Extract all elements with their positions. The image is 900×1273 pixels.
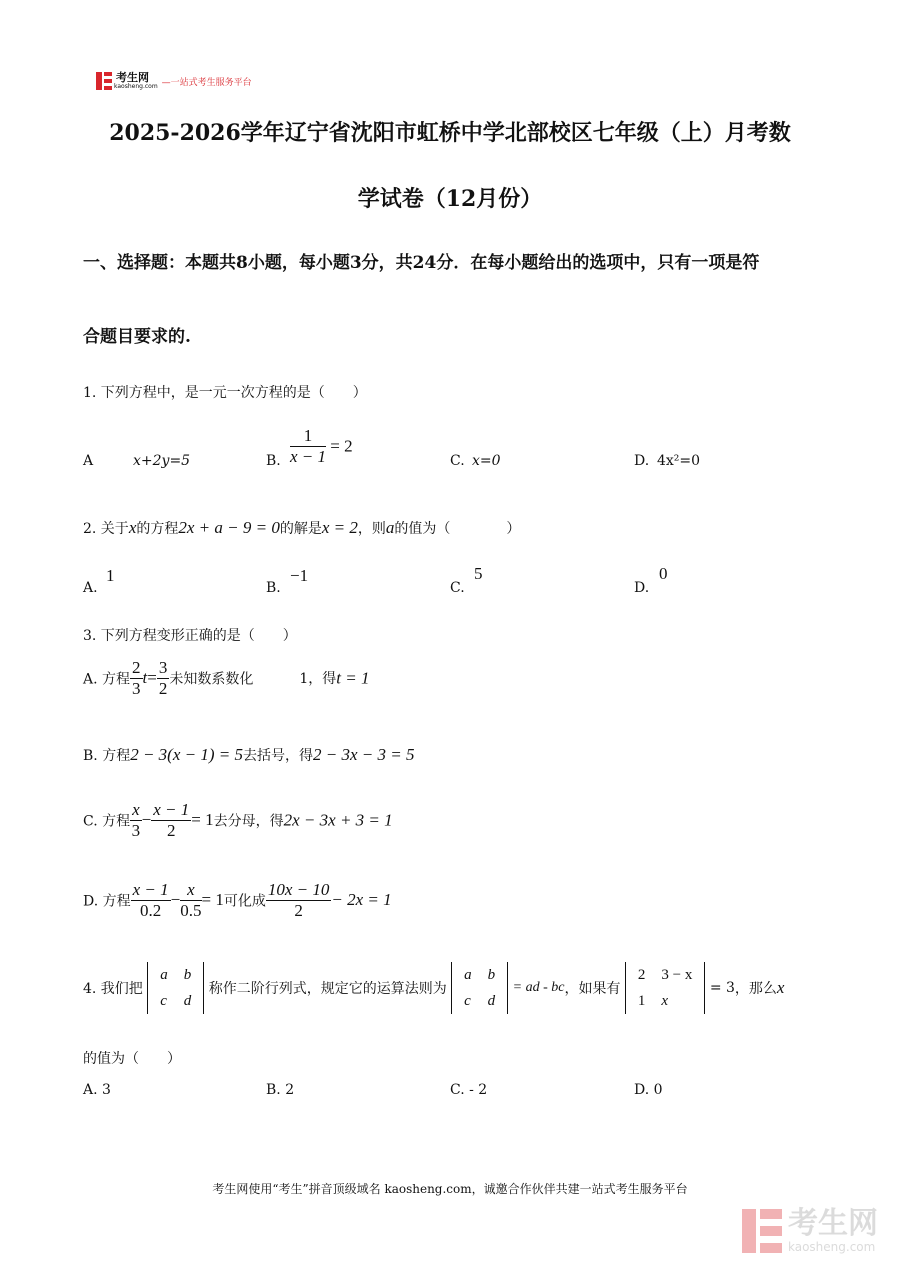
q1-option-d-label: D. — [634, 453, 650, 469]
q4-determinant-1: a b c d — [147, 962, 204, 1014]
watermark-name: 考生网 — [788, 1206, 878, 1241]
q2-option-b-label: B. — [266, 580, 281, 596]
watermark-logo — [742, 1208, 878, 1254]
q4-option-b: B. 2 — [266, 1082, 295, 1098]
q1-option-b: $\frac{1}{x - 1}$ = 2 — [290, 426, 353, 466]
q1-option-a: x+2y=5 — [133, 453, 191, 469]
q3-option-b: B. 方程2 − 3(x − 1) = 5去括号，得2 − 3x − 3 = 5 — [83, 745, 415, 764]
q3-option-c: C. 方程 $\frac{x}{3}$ − $\frac{x - 1}{2}$ = 1去分母，得2x − 3x + 3 = 1 — [83, 800, 393, 840]
q2-option-c: 5 — [474, 564, 483, 583]
q2-option-a-label: A. — [83, 580, 98, 596]
q2-option-c-label: C. — [450, 580, 465, 596]
q3-option-a: A. 方程 $\frac{2}{3}$ t= $\frac{3}{2}$ 未知数系数化 1，得t = 1 — [83, 658, 370, 698]
logo-name: 考生网 — [116, 71, 149, 84]
logo-icon — [96, 72, 112, 90]
q2-equation: 2x + a − 9 = 0 — [178, 518, 280, 537]
exam-title-line1: 2025-2026学年辽宁省沈阳市虹桥中学北部校区七年级（上）月考数 — [109, 120, 791, 146]
page-footer: 考生网使用“考生”拼音顶级域名 kaosheng.com，诚邀合作伙伴共建一站式考生服务平台 — [212, 1182, 688, 1196]
q2-solution: x = 2 — [321, 518, 358, 537]
question-3-stem: 3. 下列方程变形正确的是（ ） — [83, 628, 297, 644]
q1-option-d: 4x²=0 — [657, 453, 701, 469]
logo-domain: kaosheng.com — [114, 83, 158, 90]
question-1-stem: 1. 下列方程中，是一元一次方程的是（ ） — [83, 385, 367, 401]
q1-option-b-fraction: $\frac{1}{x - 1}$ — [290, 426, 327, 466]
watermark-domain: kaosheng.com — [788, 1240, 876, 1254]
q1-option-c-label: C. — [450, 453, 465, 469]
q4-option-c: C. - 2 — [450, 1082, 488, 1098]
q4-determinant-2: a b c d — [451, 962, 508, 1014]
logo-slogan: —一站式考生服务平台 — [161, 77, 252, 88]
question-4-stem: 4. 我们把 a b c d 称作二阶行列式，规定它的运算法则为 a b c d = ad - bc，如果有 2 3 − x 1 x = 3，那么x — [83, 962, 784, 1014]
question-2-stem: 2. 关于x的方程2x + a − 9 = 0的解是x = 2，则a的值为（ ） — [83, 518, 521, 537]
q4-option-d: D. 0 — [634, 1082, 663, 1098]
q2-option-d: 0 — [659, 564, 668, 583]
q1-option-b-label: B. — [266, 453, 281, 469]
q4-determinant-3: 2 3 − x 1 x — [625, 962, 705, 1014]
header-logo — [96, 72, 252, 90]
q2-option-a: 1 — [106, 566, 115, 585]
q1-option-c: x=0 — [472, 453, 501, 469]
q4-option-a: A. 3 — [83, 1082, 111, 1098]
section-heading-line2: 合题目要求的. — [83, 327, 191, 347]
q3-option-d: D. 方程 $\frac{x - 1}{0.2}$ − $\frac{x}{0.5}$ = 1可化成 $\frac{10x - 10}{2}$ − 2x = 1 — [83, 880, 392, 920]
q2-option-b: −1 — [290, 566, 309, 585]
watermark-icon — [742, 1209, 782, 1253]
section-heading-line1: 一、选择题：本题共8小题，每小题3分，共24分．在每小题给出的选项中，只有一项是符 — [83, 253, 760, 273]
exam-title-line2: 学试卷（12月份） — [357, 186, 543, 212]
q2-option-d-label: D. — [634, 580, 650, 596]
q1-option-a-label: A — [83, 453, 94, 469]
question-4-stem-line2: 的值为（ ） — [83, 1051, 181, 1067]
